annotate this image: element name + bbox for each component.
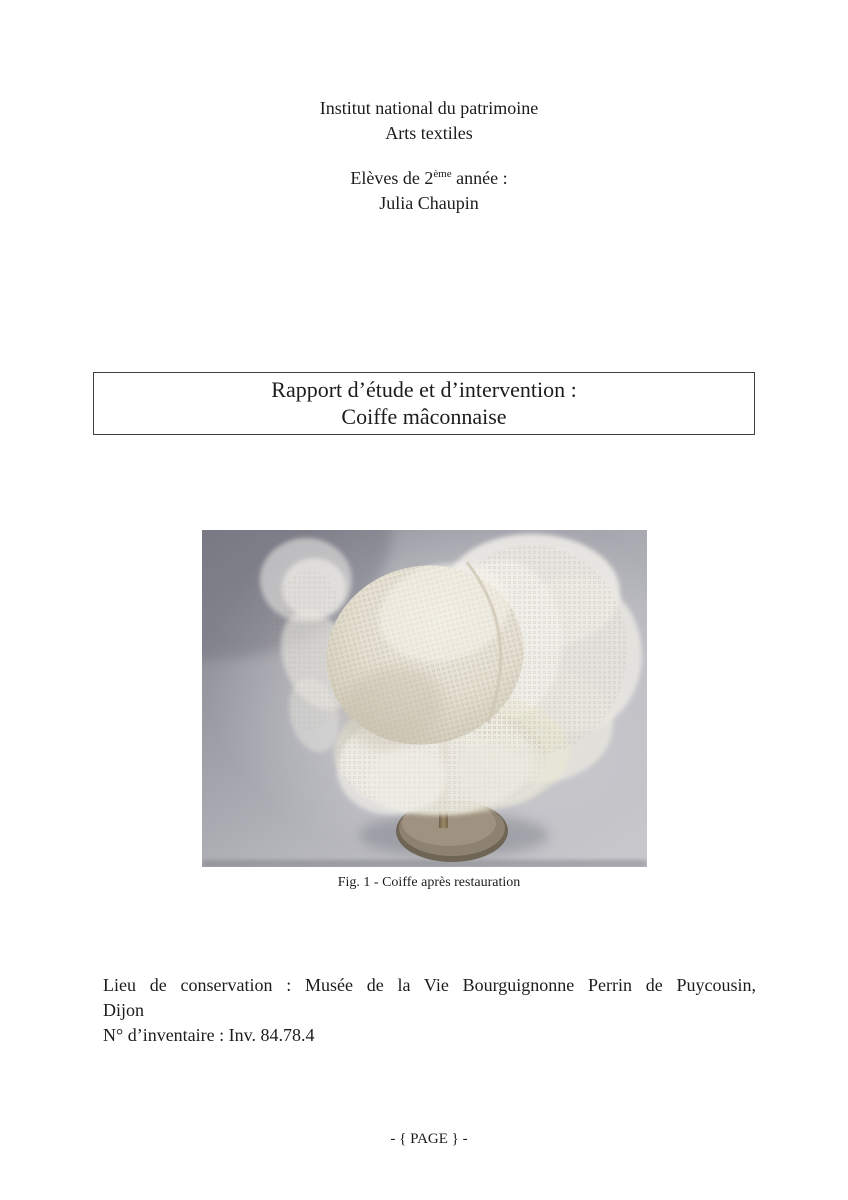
conservation-location-line2: Dijon: [103, 1000, 145, 1020]
institution-name: Institut national du patrimoine: [319, 98, 539, 118]
figure-1-photo: [202, 530, 647, 867]
document-header: [10, 96, 848, 216]
conservation-location-line1: Lieu de conservation : Musée de la Vie Bourguignonne Perrin de Puycousin,: [103, 975, 756, 995]
ordinal-superscript: ème: [433, 168, 452, 180]
report-title-line2: Coiffe mâconnaise: [341, 404, 507, 429]
conservation-details: [103, 973, 756, 1048]
report-title-line1: Rapport d’étude et d’intervention :: [271, 377, 577, 402]
coiffe-photo-art: [202, 530, 647, 867]
department-name: Arts textiles: [385, 123, 473, 143]
students-line: [10, 166, 848, 191]
student-name: Julia Chaupin: [379, 193, 479, 213]
page-footer: [10, 1130, 848, 1149]
inventory-number: N° d’inventaire : Inv. 84.78.4: [103, 1025, 315, 1045]
figure-caption: Fig. 1 - Coiffe après restauration: [337, 875, 521, 890]
blank-line: [10, 146, 848, 166]
students-line-suffix: année :: [451, 168, 508, 188]
report-title-box: [93, 372, 755, 435]
students-line-prefix: Elèves de 2: [350, 168, 434, 188]
page-number-field: - { PAGE } -: [390, 1131, 468, 1147]
